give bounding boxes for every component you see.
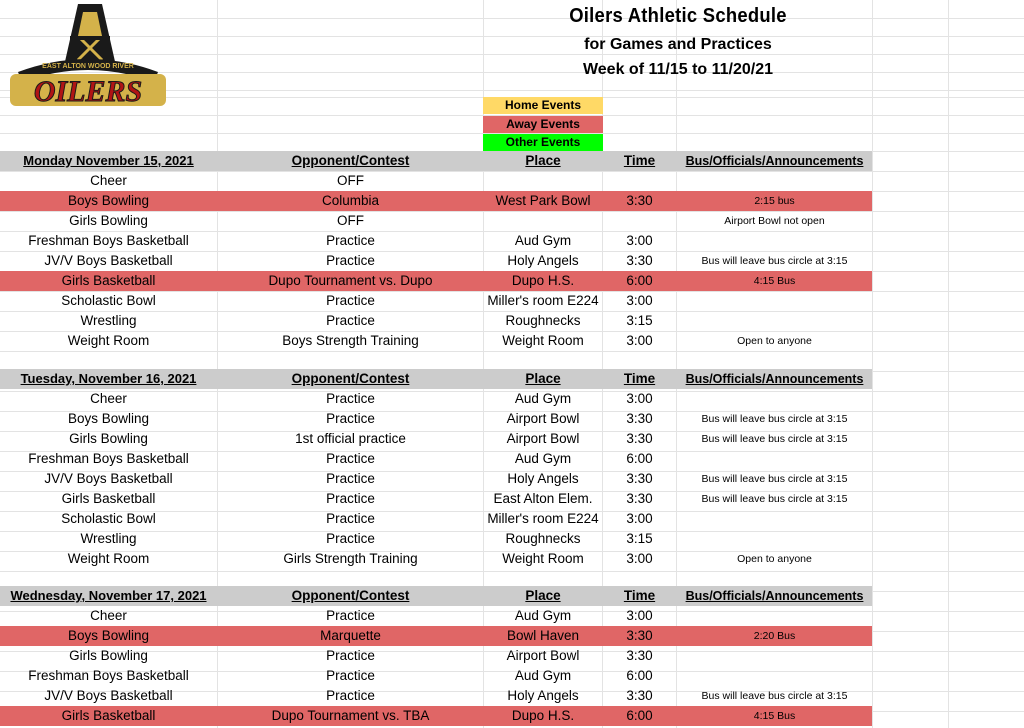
- legend-other-events[interactable]: Other Events: [483, 134, 603, 151]
- schedule-row: [0, 429, 872, 449]
- schedule-week: Week of 11/15 to 11/20/21: [582, 61, 774, 78]
- opponent-cell[interactable]: OFF: [337, 173, 364, 188]
- sport-cell[interactable]: Cheer: [90, 391, 127, 406]
- place-cell[interactable]: Dupo H.S.: [511, 708, 575, 723]
- notes-cell[interactable]: [677, 646, 872, 666]
- column-header-2[interactable]: Place: [525, 153, 561, 168]
- notes-cell[interactable]: [677, 509, 872, 529]
- place-cell[interactable]: Dupo H.S.: [511, 273, 575, 288]
- notes-cell[interactable]: 4:15 Bus: [753, 710, 796, 722]
- schedule-row: [0, 706, 872, 726]
- time-cell[interactable]: 3:30: [626, 688, 653, 703]
- notes-cell[interactable]: Bus will leave bus circle at 3:15: [701, 255, 848, 267]
- notes-cell[interactable]: Bus will leave bus circle at 3:15: [701, 413, 848, 425]
- place-cell[interactable]: Roughnecks: [505, 313, 581, 328]
- place-cell[interactable]: West Park Bowl: [495, 193, 591, 208]
- schedule-row: [0, 626, 872, 646]
- schedule-row: [0, 251, 872, 271]
- notes-cell[interactable]: 2:20 Bus: [753, 630, 796, 642]
- time-cell[interactable]: 3:30: [626, 491, 653, 506]
- sport-cell[interactable]: Cheer: [90, 173, 127, 188]
- time-cell[interactable]: 3:30: [626, 648, 653, 663]
- opponent-cell[interactable]: Marquette: [320, 628, 381, 643]
- opponent-cell[interactable]: 1st official practice: [295, 431, 406, 446]
- column-header-4[interactable]: Bus/Officials/Announcements: [685, 154, 864, 168]
- sport-cell[interactable]: Freshman Boys Basketball: [28, 451, 189, 466]
- notes-cell[interactable]: Open to anyone: [737, 553, 812, 565]
- notes-cell[interactable]: Open to anyone: [737, 335, 812, 347]
- sport-cell[interactable]: Weight Room: [67, 333, 150, 348]
- notes-cell[interactable]: [677, 389, 872, 409]
- notes-cell[interactable]: [677, 171, 872, 191]
- time-cell[interactable]: 3:15: [626, 313, 653, 328]
- opponent-cell[interactable]: Boys Strength Training: [282, 333, 419, 348]
- sport-cell[interactable]: Girls Bowling: [69, 648, 148, 663]
- place-cell[interactable]: Holy Angels: [507, 253, 579, 268]
- notes-cell[interactable]: Bus will leave bus circle at 3:15: [701, 473, 848, 485]
- opponent-cell[interactable]: Practice: [326, 471, 375, 486]
- day-date-header[interactable]: Tuesday, November 16, 2021: [20, 371, 197, 386]
- notes-cell[interactable]: [677, 666, 872, 686]
- time-cell[interactable]: 3:30: [626, 411, 653, 426]
- time-cell[interactable]: 3:00: [626, 511, 653, 526]
- opponent-cell[interactable]: Practice: [326, 668, 375, 683]
- schedule-row: [0, 666, 872, 686]
- time-cell[interactable]: 6:00: [626, 708, 653, 723]
- opponent-cell[interactable]: Practice: [326, 253, 375, 268]
- opponent-cell[interactable]: Practice: [326, 293, 375, 308]
- time-cell[interactable]: 3:15: [626, 531, 653, 546]
- opponent-cell[interactable]: Practice: [326, 511, 375, 526]
- place-cell[interactable]: Airport Bowl: [506, 411, 580, 426]
- place-cell[interactable]: Airport Bowl: [506, 431, 580, 446]
- column-header-1[interactable]: Opponent/Contest: [291, 153, 410, 168]
- opponent-cell[interactable]: Dupo Tournament vs. TBA: [271, 708, 430, 723]
- sport-cell[interactable]: Scholastic Bowl: [61, 293, 156, 308]
- time-cell[interactable]: 3:30: [626, 471, 653, 486]
- logo-arc-text: EAST ALTON WOOD RIVER: [42, 63, 134, 70]
- opponent-cell[interactable]: Practice: [326, 688, 375, 703]
- notes-cell[interactable]: 4:15 Bus: [753, 275, 796, 287]
- opponent-cell[interactable]: Practice: [326, 608, 375, 623]
- sport-cell[interactable]: JV/V Boys Basketball: [44, 253, 173, 268]
- day-date-header[interactable]: Monday November 15, 2021: [23, 153, 194, 168]
- schedule-row: [0, 231, 872, 251]
- place-cell[interactable]: Aud Gym: [514, 668, 572, 683]
- place-cell[interactable]: Bowl Haven: [506, 628, 580, 643]
- schedule-row: [0, 529, 872, 549]
- notes-cell[interactable]: Bus will leave bus circle at 3:15: [701, 433, 848, 445]
- schedule-row: [0, 509, 872, 529]
- sport-cell[interactable]: Wrestling: [80, 313, 137, 328]
- place-cell[interactable]: Miller's room E224: [487, 293, 599, 308]
- place-cell[interactable]: Miller's room E224: [487, 511, 599, 526]
- notes-cell[interactable]: Bus will leave bus circle at 3:15: [701, 493, 848, 505]
- sport-cell[interactable]: JV/V Boys Basketball: [44, 471, 173, 486]
- day-header-row: [0, 369, 872, 389]
- opponent-cell[interactable]: Practice: [326, 451, 375, 466]
- column-header-4[interactable]: Bus/Officials/Announcements: [685, 372, 864, 386]
- sport-cell[interactable]: JV/V Boys Basketball: [44, 688, 173, 703]
- column-header-3[interactable]: Time: [623, 371, 656, 386]
- schedule-row: [0, 271, 872, 291]
- time-cell[interactable]: 6:00: [626, 451, 653, 466]
- sport-cell[interactable]: Girls Basketball: [61, 273, 156, 288]
- opponent-cell[interactable]: Dupo Tournament vs. Dupo: [268, 273, 433, 288]
- sport-cell[interactable]: Girls Basketball: [61, 491, 156, 506]
- notes-cell[interactable]: Airport Bowl not open: [724, 215, 825, 227]
- logo-wordmark: OILERS: [33, 75, 143, 108]
- column-header-2[interactable]: Place: [525, 371, 561, 386]
- opponent-cell[interactable]: Practice: [326, 411, 375, 426]
- schedule-row: [0, 171, 872, 191]
- sport-cell[interactable]: Boys Bowling: [67, 628, 150, 643]
- sport-cell[interactable]: Wrestling: [80, 531, 137, 546]
- day-date-header[interactable]: Wednesday, November 17, 2021: [10, 588, 207, 603]
- day-header-row: [0, 151, 872, 171]
- place-cell[interactable]: Holy Angels: [507, 471, 579, 486]
- sport-cell[interactable]: Girls Bowling: [69, 213, 148, 228]
- sport-cell[interactable]: Girls Basketball: [61, 708, 156, 723]
- schedule-row: [0, 549, 872, 569]
- schedule-row: [0, 606, 872, 626]
- time-cell[interactable]: 3:00: [626, 293, 653, 308]
- place-cell[interactable]: Aud Gym: [514, 451, 572, 466]
- column-header-4[interactable]: Bus/Officials/Announcements: [685, 589, 864, 603]
- place-cell[interactable]: [484, 211, 602, 231]
- opponent-cell[interactable]: OFF: [337, 213, 364, 228]
- schedule-row: [0, 311, 872, 331]
- schedule-row: [0, 191, 872, 211]
- schedule-row: [0, 489, 872, 509]
- column-header-3[interactable]: Time: [623, 588, 656, 603]
- schedule-row: [0, 409, 872, 429]
- opponent-cell[interactable]: Practice: [326, 233, 375, 248]
- notes-cell[interactable]: [677, 231, 872, 251]
- place-cell[interactable]: Aud Gym: [514, 391, 572, 406]
- sport-cell[interactable]: Boys Bowling: [67, 411, 150, 426]
- notes-cell[interactable]: [677, 291, 872, 311]
- schedule-row: [0, 389, 872, 409]
- place-cell[interactable]: East Alton Elem.: [493, 491, 593, 506]
- schedule-subtitle: for Games and Practices: [584, 36, 772, 53]
- sport-cell[interactable]: Freshman Boys Basketball: [28, 233, 189, 248]
- time-cell[interactable]: [603, 171, 676, 191]
- sport-cell[interactable]: Girls Bowling: [69, 431, 148, 446]
- place-cell[interactable]: Weight Room: [502, 551, 584, 566]
- opponent-cell[interactable]: Practice: [326, 531, 375, 546]
- time-cell[interactable]: [603, 211, 676, 231]
- time-cell[interactable]: 3:30: [626, 628, 653, 643]
- opponent-cell[interactable]: Practice: [326, 391, 375, 406]
- day-header-row: [0, 586, 872, 606]
- notes-cell[interactable]: [677, 529, 872, 549]
- opponent-cell[interactable]: Practice: [326, 491, 375, 506]
- time-cell[interactable]: 6:00: [626, 273, 653, 288]
- place-cell[interactable]: Aud Gym: [514, 233, 572, 248]
- schedule-row: [0, 646, 872, 666]
- opponent-cell[interactable]: Columbia: [321, 193, 380, 208]
- column-header-1[interactable]: Opponent/Contest: [291, 588, 410, 603]
- time-cell[interactable]: 3:00: [626, 551, 653, 566]
- time-cell[interactable]: 3:00: [626, 391, 653, 406]
- place-cell[interactable]: Roughnecks: [505, 531, 581, 546]
- legend-home-events[interactable]: Home Events: [483, 97, 603, 114]
- schedule-row: [0, 449, 872, 469]
- opponent-cell[interactable]: Practice: [326, 313, 375, 328]
- place-cell[interactable]: [484, 171, 602, 191]
- notes-cell[interactable]: [677, 311, 872, 331]
- time-cell[interactable]: 3:30: [626, 431, 653, 446]
- opponent-cell[interactable]: Girls Strength Training: [283, 551, 418, 566]
- schedule-row: [0, 686, 872, 706]
- column-header-1[interactable]: Opponent/Contest: [291, 371, 410, 386]
- schedule-row: [0, 291, 872, 311]
- sport-cell[interactable]: Weight Room: [67, 551, 150, 566]
- opponent-cell[interactable]: Practice: [326, 648, 375, 663]
- oilers-logo: [4, 2, 172, 108]
- time-cell[interactable]: 3:00: [626, 233, 653, 248]
- time-cell[interactable]: 3:30: [626, 253, 653, 268]
- time-cell[interactable]: 3:00: [626, 608, 653, 623]
- legend-away-events[interactable]: Away Events: [483, 116, 603, 133]
- notes-cell[interactable]: [677, 449, 872, 469]
- time-cell[interactable]: 6:00: [626, 668, 653, 683]
- schedule-row: [0, 331, 872, 351]
- notes-cell[interactable]: 2:15 bus: [754, 195, 795, 207]
- schedule-title: Oilers Athletic Schedule: [569, 5, 787, 27]
- column-header-3[interactable]: Time: [623, 153, 656, 168]
- sport-cell[interactable]: Cheer: [90, 608, 127, 623]
- sport-cell[interactable]: Boys Bowling: [67, 193, 150, 208]
- place-cell[interactable]: Weight Room: [502, 333, 584, 348]
- place-cell[interactable]: Aud Gym: [514, 608, 572, 623]
- place-cell[interactable]: Holy Angels: [507, 688, 579, 703]
- schedule-row: [0, 469, 872, 489]
- sport-cell[interactable]: Freshman Boys Basketball: [28, 668, 189, 683]
- place-cell[interactable]: Airport Bowl: [506, 648, 580, 663]
- schedule-row: [0, 211, 872, 231]
- time-cell[interactable]: 3:00: [626, 333, 653, 348]
- sport-cell[interactable]: Scholastic Bowl: [61, 511, 156, 526]
- notes-cell[interactable]: [677, 606, 872, 626]
- notes-cell[interactable]: Bus will leave bus circle at 3:15: [701, 690, 848, 702]
- column-header-2[interactable]: Place: [525, 588, 561, 603]
- time-cell[interactable]: 3:30: [626, 193, 653, 208]
